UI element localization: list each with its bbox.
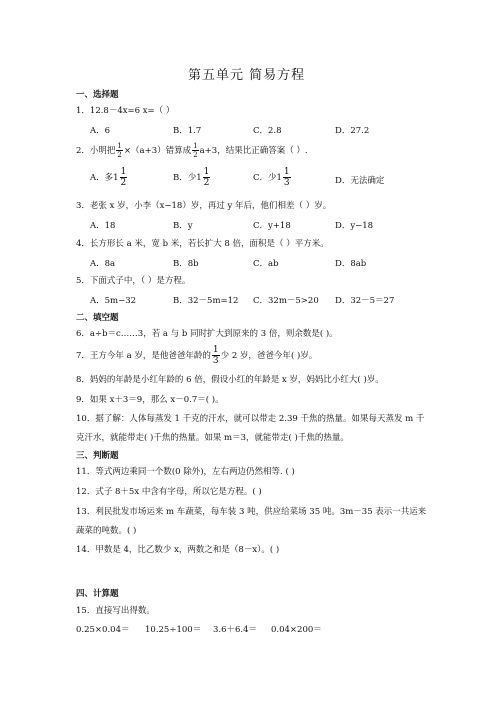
q3-option-b: B．y	[173, 221, 193, 231]
q2-option-a: A．多1 $\frac{1}{2}$	[90, 167, 127, 188]
calc-item-3: 3.6＋6.4＝	[213, 625, 258, 635]
question-14: 14．甲数是 4，比乙数少 x，两数之和是（8－x）。( )	[76, 545, 280, 555]
section-heading-choice: 一、选择题	[76, 90, 119, 100]
question-13-line-2: 蔬菜的吨数。( )	[76, 526, 137, 536]
calc-item-4: 0.04×200＝	[271, 625, 322, 635]
q4-option-a: A．8a	[90, 259, 116, 269]
q1-option-b: B．1.7	[173, 126, 202, 136]
q4-option-d: D．8ab	[335, 259, 367, 269]
q3-option-a: A．18	[90, 221, 116, 231]
question-10-line-1: 10．据了解：人体每蒸发 1 千克的汗水，就可以带走 2.39 千焦的热量。如果每天蒸发 m 千	[76, 414, 425, 424]
section-heading-judge: 三、判断题	[76, 451, 119, 461]
calc-item-1: 0.25×0.04＝	[76, 625, 130, 635]
q5-option-a: A．5m−32	[90, 296, 137, 306]
question-12: 12．式子 8＋5x 中含有字母，所以它是方程。( )	[76, 487, 262, 497]
q7-fraction: $\frac{1}{3}$	[212, 345, 219, 366]
q1-option-c: C．2.8	[253, 126, 282, 136]
q2-prefix: 2．小明把	[76, 146, 116, 156]
q4-option-b: B．8b	[173, 259, 199, 269]
question-4: 4．长方形长 a 米，宽 b 米，若长扩大 8 倍，面积是（ ）平方米。	[76, 239, 329, 249]
q3-option-c: C．y+18	[253, 221, 291, 231]
question-11: 11．等式两边乘同一个数(0 除外)，左右两边仍然相等. ( )	[76, 467, 295, 477]
q2-fraction-1: $\frac{1}{2}$	[117, 142, 122, 159]
question-8: 8．妈妈的年龄是小红年龄的 6 倍，假设小红的年龄是 x 岁，妈妈比小红大( )岁。	[76, 375, 384, 385]
q2-option-b: B．少1 $\frac{1}{2}$	[173, 167, 210, 188]
question-10-line-2: 克汗水，就能带走( )千焦的热量。如果 m＝3，就能带走( )千焦的热量。	[76, 433, 349, 443]
question-7: 7．王方今年 a 岁，是他爸爸年龄的 $\frac{1}{3}$ 少 2 岁，爸爸今年( )岁。	[76, 345, 318, 366]
question-1: 1．12.8－4x=6 x=（ ）	[76, 106, 175, 116]
q2-suffix: a+3，结果比正确答案（ ）.	[199, 146, 308, 156]
question-5: 5．下面式子中，（ ）是方程。	[76, 276, 191, 286]
q5-option-b: B．32－5m=12	[173, 296, 239, 306]
calc-item-2: 10.25÷100＝	[145, 625, 202, 635]
question-15: 15．直接写出得数。	[76, 606, 155, 616]
q2-option-d: D．无法确定	[335, 176, 385, 186]
section-heading-calc: 四、计算题	[76, 589, 119, 599]
q2-middle: ×（a+3）错算成	[123, 146, 192, 156]
question-13-line-1: 13．利民批发市场运来 m 车蔬菜，每车装 3 吨，供应给菜场 35 吨。3m－35 表示一共运来	[76, 507, 427, 517]
q2-fraction-2: $\frac{1}{2}$	[193, 142, 198, 159]
q5-option-d: D．32－5＝27	[335, 296, 395, 306]
question-9: 9．如果 x＋3＝9，那么 x－0.7＝( )。	[76, 395, 224, 405]
q4-option-c: C．ab	[253, 259, 279, 269]
q1-option-d: D．27.2	[335, 126, 370, 136]
question-2	[76, 142, 308, 159]
page-title: 第五单元 简易方程	[188, 68, 306, 83]
question-6: 6．a÷b＝c……3，若 a 与 b 同时扩大到原来的 3 倍，则余数是( )。	[76, 329, 338, 339]
question-3: 3．老张 x 岁，小李（x−18）岁，再过 y 年后，他们相差（ ）岁。	[76, 201, 332, 211]
q2-option-c: C．少1 $\frac{1}{3}$	[253, 167, 290, 188]
section-heading-fill: 二、填空题	[76, 313, 119, 323]
q5-option-c: C．32m－5>20	[253, 296, 319, 306]
q3-option-d: D．y−18	[335, 221, 374, 231]
q1-option-a: A．6	[90, 126, 111, 136]
